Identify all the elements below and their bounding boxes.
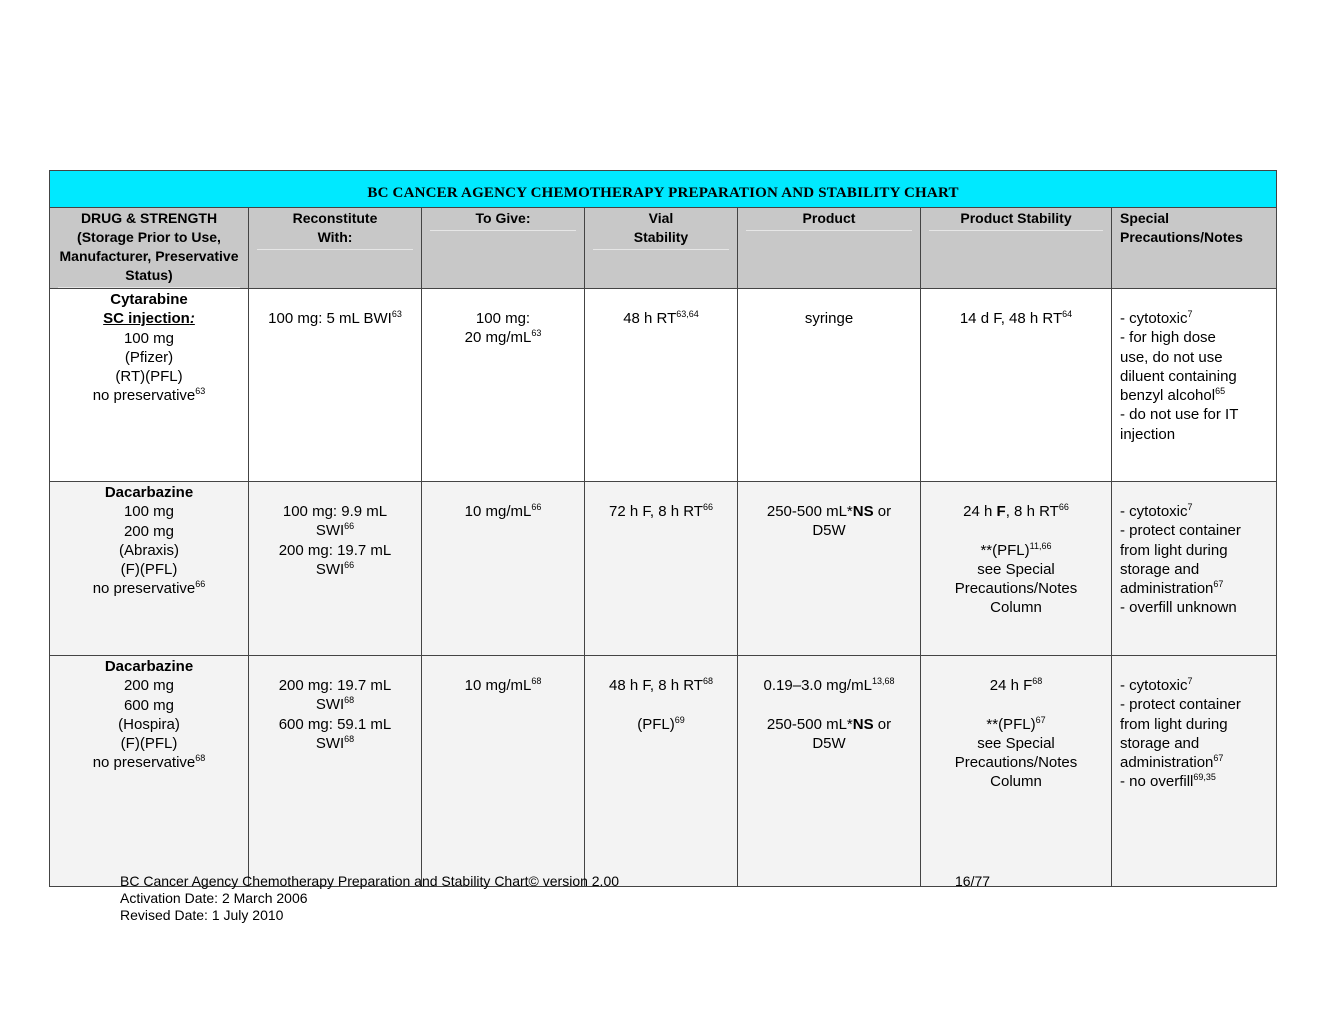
- cell-line: [249, 734, 421, 753]
- cell-line: [585, 676, 737, 695]
- cell-text-after: , 8 h RT: [1005, 503, 1059, 520]
- preservative-status: [50, 753, 248, 772]
- cell-line: [249, 695, 421, 714]
- reference-number: 63: [195, 386, 206, 397]
- cell-line: [249, 715, 421, 734]
- header-vial-stability: [585, 208, 738, 289]
- cell-text: - cytotoxic: [1120, 310, 1188, 327]
- cell-line: [585, 695, 737, 714]
- cell-line: [1120, 734, 1276, 753]
- cell-text-after: or: [873, 503, 892, 520]
- drug-name: Dacarbazine: [104, 658, 194, 675]
- drug-cell: [50, 289, 249, 482]
- cell-line: [422, 309, 584, 328]
- cell-text: syringe: [804, 310, 854, 327]
- reference-number: 7: [1187, 502, 1193, 512]
- to-give-cell: [422, 656, 585, 887]
- drug-detail: 100 mg: [123, 503, 175, 521]
- cell-line: [422, 502, 584, 521]
- page-number: 16/77: [955, 873, 991, 889]
- vial-stability-cell: [585, 289, 738, 482]
- reference-number: 69,35: [1193, 772, 1216, 783]
- reference-number: 68: [702, 676, 713, 686]
- cell-line: [921, 695, 1111, 714]
- cell-line: [738, 734, 920, 753]
- cell-text: 24 h: [963, 503, 997, 520]
- cell-line: [249, 502, 421, 521]
- header-special-notes: [1112, 208, 1277, 289]
- cell-line: [1120, 367, 1276, 386]
- cell-text: diluent containing: [1120, 367, 1237, 385]
- cell-text: from light during: [1120, 541, 1228, 559]
- drug-detail: (Hospira): [118, 715, 180, 733]
- cell-text: Column: [990, 773, 1042, 791]
- cell-text: 20 mg/mL: [464, 329, 532, 347]
- product-stability-cell: [921, 482, 1112, 656]
- reference-number: 66: [702, 502, 713, 512]
- cell-line: [738, 502, 920, 521]
- drug-detail: (F)(PFL): [120, 735, 178, 753]
- drug-detail: 200 mg: [123, 677, 175, 695]
- header-line: Manufacturer, Preservative: [59, 248, 239, 264]
- cell-line: [249, 541, 421, 560]
- cell-line: [585, 309, 737, 328]
- cell-line: [921, 734, 1111, 753]
- header-line: To Give:: [475, 210, 531, 226]
- vial-stability-cell: [585, 656, 738, 887]
- header-text: [58, 209, 240, 288]
- cell-line: [1120, 541, 1276, 560]
- footer-line: Activation Date: 2 March 2006: [120, 890, 308, 906]
- reference-number: 63: [531, 328, 542, 339]
- cell-text: D5W: [812, 734, 846, 752]
- header-line: Precautions/Notes: [1120, 229, 1243, 245]
- cell-bold: F: [996, 503, 1006, 520]
- drug-detail: 200 mg: [123, 522, 175, 540]
- cell-text: Precautions/Notes: [954, 580, 1078, 598]
- cell-text: - cytotoxic: [1120, 503, 1188, 520]
- cell-text: from light during: [1120, 715, 1228, 733]
- cell-text: 250-500 mL*: [766, 715, 853, 733]
- cell-line: [422, 676, 584, 695]
- notes-cell: [1112, 289, 1277, 482]
- header-text: [1120, 209, 1276, 249]
- drug-detail: (F)(PFL): [120, 561, 178, 579]
- reference-number: 65: [1215, 386, 1226, 397]
- footer-line: BC Cancer Agency Chemotherapy Preparation and Stability Chart© version 2.00: [120, 873, 620, 889]
- header-line: (Storage Prior to Use,: [77, 229, 221, 245]
- cell-text: 14 d F, 48 h RT: [959, 310, 1063, 327]
- cell-line: [585, 715, 737, 734]
- reference-number: 11,66: [1029, 540, 1052, 551]
- header-product: [738, 208, 921, 289]
- drug-name: Cytarabine: [110, 291, 188, 308]
- reference-number: 67: [1035, 714, 1046, 725]
- table-row: [50, 482, 1277, 656]
- cell-bold: NS: [852, 503, 874, 520]
- header-line: DRUG & STRENGTH: [80, 210, 218, 226]
- reference-number: 67: [1213, 753, 1224, 764]
- cell-line: [1120, 715, 1276, 734]
- header-row: [50, 208, 1277, 289]
- cell-line: [1120, 386, 1276, 405]
- cell-text: administration: [1120, 580, 1214, 598]
- cell-text: see Special: [977, 560, 1055, 578]
- header-line: Stability: [633, 229, 689, 245]
- cell-line: [422, 328, 584, 347]
- cell-text: 48 h F, 8 h RT: [609, 677, 703, 694]
- cell-line: [921, 502, 1111, 521]
- cell-text: 200 mg: 19.7 mL: [278, 677, 392, 694]
- cell-text: SWI: [315, 734, 345, 752]
- reference-number: 66: [195, 579, 206, 590]
- reference-number: 64: [1062, 309, 1073, 319]
- cell-line: [1120, 753, 1276, 772]
- notes-cell: [1112, 482, 1277, 656]
- cell-text: 600 mg: 59.1 mL: [278, 715, 392, 733]
- product-stability-cell: [921, 656, 1112, 887]
- cell-line: [1120, 502, 1276, 521]
- header-line: Product: [802, 210, 856, 226]
- reference-number: 68: [344, 695, 355, 706]
- reference-number: 66: [1058, 502, 1069, 512]
- product-cell: [738, 289, 921, 482]
- cell-text: SWI: [315, 522, 345, 540]
- product-cell: [738, 656, 921, 887]
- cell-line: [249, 560, 421, 579]
- header-drug-strength: [50, 208, 249, 289]
- reference-number: 68: [344, 733, 355, 744]
- header-text: [593, 209, 729, 250]
- preservative-status: [50, 579, 248, 598]
- cell-line: [1120, 405, 1276, 424]
- header-product-stability: [921, 208, 1112, 289]
- to-give-cell: [422, 482, 585, 656]
- cell-text: - do not use for IT: [1120, 406, 1239, 424]
- cell-line: [921, 753, 1111, 772]
- reconstitute-cell: [249, 289, 422, 482]
- footer-line: Revised Date: 1 July 2010: [120, 907, 284, 923]
- cell-line: [1120, 676, 1276, 695]
- drug-detail: (Abraxis): [118, 541, 179, 559]
- cell-bold: NS: [852, 715, 874, 733]
- cell-text: storage and: [1120, 560, 1200, 578]
- cell-text: SWI: [315, 560, 345, 578]
- cell-text: D5W: [812, 522, 846, 540]
- cell-text: 24 h F: [989, 677, 1033, 694]
- product-cell: [738, 482, 921, 656]
- cell-text: - for high dose: [1120, 329, 1216, 347]
- reference-number: 68: [195, 753, 206, 764]
- cell-line: [249, 309, 421, 328]
- cell-text: use, do not use: [1120, 348, 1223, 366]
- cell-text: 100 mg: 5 mL BWI: [268, 310, 392, 327]
- cell-line: [249, 521, 421, 540]
- cell-text: - no overfill: [1120, 773, 1194, 791]
- cell-line: [921, 598, 1111, 617]
- cell-text: 0.19–3.0 mg/mL: [763, 677, 872, 694]
- cell-text: 100 mg:: [475, 310, 531, 327]
- preservative-text: no preservative: [92, 754, 196, 772]
- notes-cell: [1112, 656, 1277, 887]
- reference-number: 7: [1187, 309, 1193, 319]
- cell-text: **(PFL): [986, 715, 1036, 733]
- drug-route-suffix: :: [189, 310, 195, 328]
- table-row: [50, 656, 1277, 887]
- reference-number: 66: [531, 502, 542, 512]
- reference-number: 69: [674, 714, 685, 725]
- cell-line: [738, 309, 920, 328]
- header-line: Vial: [648, 210, 674, 226]
- reference-number: 66: [344, 559, 355, 570]
- cell-text: SWI: [315, 696, 345, 714]
- cell-text: Column: [990, 599, 1042, 617]
- cell-text: - protect container: [1120, 522, 1241, 540]
- reference-number: 66: [344, 521, 355, 532]
- preservative-text: no preservative: [92, 387, 196, 405]
- cell-text: see Special: [977, 734, 1055, 752]
- cell-line: [1120, 598, 1276, 617]
- cell-text: - protect container: [1120, 696, 1241, 714]
- reference-number: 7: [1187, 676, 1193, 686]
- drug-route-line: [50, 309, 248, 328]
- cell-line: [1120, 772, 1276, 791]
- cell-text: (PFL): [637, 715, 675, 733]
- header-line: With:: [317, 229, 353, 245]
- reconstitute-cell: [249, 656, 422, 887]
- cell-line: [921, 309, 1111, 328]
- cell-text: 100 mg: 9.9 mL: [282, 503, 388, 520]
- cell-text: administration: [1120, 754, 1214, 772]
- cell-line: [738, 676, 920, 695]
- cell-line: [921, 560, 1111, 579]
- drug-detail: (Pfizer): [124, 348, 174, 366]
- cell-text: **(PFL): [980, 541, 1030, 559]
- cell-text: 72 h F, 8 h RT: [609, 503, 703, 520]
- cell-text: 200 mg: 19.7 mL: [278, 541, 392, 559]
- drug-cell: [50, 656, 249, 887]
- preservative-text: no preservative: [92, 580, 196, 598]
- to-give-cell: [422, 289, 585, 482]
- header-to-give: [422, 208, 585, 289]
- header-line: Reconstitute: [292, 210, 378, 226]
- drug-cell: [50, 482, 249, 656]
- cell-text: - overfill unknown: [1120, 599, 1237, 617]
- cell-text: storage and: [1120, 734, 1200, 752]
- reference-number: 13,68: [871, 676, 895, 686]
- header-line: Product Stability: [960, 210, 1072, 226]
- cell-line: [249, 676, 421, 695]
- header-line: Special: [1120, 210, 1170, 226]
- table-row: [50, 289, 1277, 482]
- cell-line: [1120, 695, 1276, 714]
- reference-number: 68: [531, 676, 542, 686]
- cell-line: [921, 521, 1111, 540]
- header-text: [929, 209, 1103, 231]
- cell-text: 10 mg/mL: [464, 677, 532, 694]
- cell-line: [1120, 521, 1276, 540]
- reference-number: 67: [1213, 579, 1224, 590]
- cell-line: [921, 676, 1111, 695]
- cell-line: [738, 695, 920, 714]
- cell-text: 48 h RT: [623, 310, 677, 327]
- cell-line: [1120, 425, 1276, 444]
- cell-line: [1120, 309, 1276, 328]
- cell-text: 10 mg/mL: [464, 503, 532, 520]
- reference-number: 63: [391, 309, 402, 319]
- header-reconstitute: [249, 208, 422, 289]
- cell-line: [1120, 328, 1276, 347]
- reconstitute-cell: [249, 482, 422, 656]
- header-text: [430, 209, 576, 231]
- drug-name: Dacarbazine: [104, 484, 194, 501]
- drug-route: SC injection: [103, 310, 190, 328]
- drug-detail: 600 mg: [123, 696, 175, 714]
- cell-line: [738, 715, 920, 734]
- drug-detail: 100 mg: [123, 329, 175, 347]
- reference-number: 63,64: [676, 309, 699, 319]
- cell-line: [1120, 579, 1276, 598]
- cell-line: [921, 579, 1111, 598]
- cell-text: - cytotoxic: [1120, 677, 1188, 694]
- vial-stability-cell: [585, 482, 738, 656]
- preservative-status: [50, 386, 248, 405]
- cell-text: injection: [1120, 425, 1176, 443]
- cell-text: Precautions/Notes: [954, 754, 1078, 772]
- header-text: [257, 209, 413, 250]
- cell-line: [921, 541, 1111, 560]
- header-text: [746, 209, 912, 231]
- cell-line: [1120, 560, 1276, 579]
- drug-detail: (RT)(PFL): [115, 368, 183, 386]
- cell-line: [921, 715, 1111, 734]
- product-stability-cell: [921, 289, 1112, 482]
- chart-title: BC CANCER AGENCY CHEMOTHERAPY PREPARATION AND STABILITY CHART: [50, 171, 1277, 208]
- cell-text-after: or: [873, 715, 892, 733]
- header-line: Status): [125, 267, 173, 283]
- reference-number: 68: [1032, 676, 1043, 686]
- cell-line: [585, 502, 737, 521]
- cell-line: [921, 772, 1111, 791]
- cell-line: [1120, 348, 1276, 367]
- footer: [120, 873, 619, 924]
- stability-chart-table: [49, 170, 1277, 887]
- cell-text: benzyl alcohol: [1120, 387, 1216, 405]
- cell-text: 250-500 mL*: [766, 503, 853, 520]
- cell-line: [738, 521, 920, 540]
